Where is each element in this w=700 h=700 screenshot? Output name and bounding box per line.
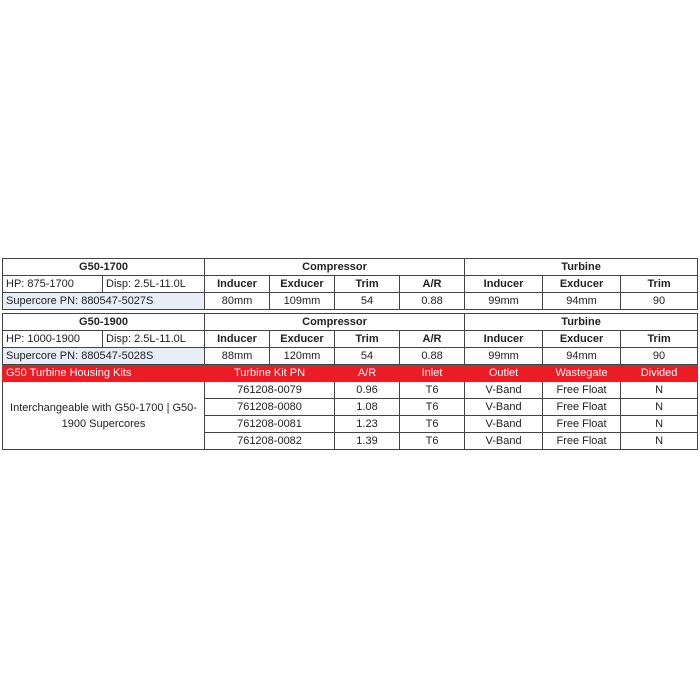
- kit-inlet: T6: [400, 416, 465, 433]
- kit-outlet: V-Band: [465, 433, 543, 450]
- g1900-name: G50-1900: [3, 314, 205, 331]
- kit-inlet: T6: [400, 399, 465, 416]
- g1700-comp-trim: 54: [335, 293, 400, 310]
- kit-wastegate: Free Float: [543, 416, 621, 433]
- g1900-compressor-header: Compressor: [205, 314, 465, 331]
- g1900-turb-exducer-label: Exducer: [543, 331, 621, 348]
- g1900-supercore: Supercore PN: 880547-5028S: [3, 348, 205, 365]
- g1700-name: G50-1700: [3, 259, 205, 276]
- g1700-comp-ar: 0.88: [400, 293, 465, 310]
- g1700-comp-ar-label: A/R: [400, 276, 465, 293]
- g1700-disp: Disp: 2.5L-11.0L: [103, 276, 205, 293]
- kit-pn: 761208-0081: [205, 416, 335, 433]
- g1900-disp: Disp: 2.5L-11.0L: [103, 331, 205, 348]
- g1700-title-row: [3, 259, 698, 276]
- g1900-turbine-header: Turbine: [465, 314, 698, 331]
- kit-row: [3, 382, 698, 399]
- g1700-turb-exducer-label: Exducer: [543, 276, 621, 293]
- spec-table: [2, 258, 698, 450]
- g1700-comp-trim-label: Trim: [335, 276, 400, 293]
- kit-ar: 1.39: [335, 433, 400, 450]
- kits-col-divided: Divided: [621, 365, 698, 382]
- g1900-header-row: [3, 331, 698, 348]
- g1900-turb-inducer: 99mm: [465, 348, 543, 365]
- kit-divided: N: [621, 433, 698, 450]
- g1700-comp-exducer-label: Exducer: [270, 276, 335, 293]
- g1700-header-row: [3, 276, 698, 293]
- g1700-turb-exducer: 94mm: [543, 293, 621, 310]
- kits-header-row: [3, 365, 698, 382]
- kit-ar: 1.23: [335, 416, 400, 433]
- kit-pn: 761208-0079: [205, 382, 335, 399]
- g1700-value-row: [3, 293, 698, 310]
- g1900-comp-inducer-label: Inducer: [205, 331, 270, 348]
- g1900-comp-exducer-label: Exducer: [270, 331, 335, 348]
- kit-inlet: T6: [400, 433, 465, 450]
- g1900-comp-trim-label: Trim: [335, 331, 400, 348]
- kits-col-pn: Turbine Kit PN: [205, 365, 335, 382]
- kit-wastegate: Free Float: [543, 433, 621, 450]
- kit-pn: 761208-0080: [205, 399, 335, 416]
- kit-wastegate: Free Float: [543, 382, 621, 399]
- g1900-comp-ar-label: A/R: [400, 331, 465, 348]
- kits-col-ar: A/R: [335, 365, 400, 382]
- kit-inlet: T6: [400, 382, 465, 399]
- kit-ar: 0.96: [335, 382, 400, 399]
- g1900-comp-inducer: 88mm: [205, 348, 270, 365]
- kit-wastegate: Free Float: [543, 399, 621, 416]
- kits-col-outlet: Outlet: [465, 365, 543, 382]
- kit-divided: N: [621, 416, 698, 433]
- g1700-compressor-header: Compressor: [205, 259, 465, 276]
- kits-title: G50 Turbine Housing Kits: [3, 365, 205, 382]
- g1900-comp-exducer: 120mm: [270, 348, 335, 365]
- kits-col-inlet: Inlet: [400, 365, 465, 382]
- g1700-supercore: Supercore PN: 880547-5027S: [3, 293, 205, 310]
- kits-interchangeable-note: Interchangeable with G50-1700 | G50-1900 Supercores: [3, 382, 205, 450]
- kit-outlet: V-Band: [465, 382, 543, 399]
- g1900-turb-exducer: 94mm: [543, 348, 621, 365]
- g1900-turb-inducer-label: Inducer: [465, 331, 543, 348]
- g1700-hp: HP: 875-1700: [3, 276, 103, 293]
- kits-col-wastegate: Wastegate: [543, 365, 621, 382]
- kit-divided: N: [621, 382, 698, 399]
- kit-outlet: V-Band: [465, 399, 543, 416]
- g1900-hp: HP: 1000-1900: [3, 331, 103, 348]
- g1900-title-row: [3, 314, 698, 331]
- g1700-comp-inducer-label: Inducer: [205, 276, 270, 293]
- kit-pn: 761208-0082: [205, 433, 335, 450]
- g1700-turb-trim-label: Trim: [621, 276, 698, 293]
- g1900-turb-trim: 90: [621, 348, 698, 365]
- g1700-turb-inducer-label: Inducer: [465, 276, 543, 293]
- g1900-comp-ar: 0.88: [400, 348, 465, 365]
- g1700-comp-exducer: 109mm: [270, 293, 335, 310]
- g1700-comp-inducer: 80mm: [205, 293, 270, 310]
- g1900-value-row: [3, 348, 698, 365]
- g1900-comp-trim: 54: [335, 348, 400, 365]
- g1700-turb-trim: 90: [621, 293, 698, 310]
- g1900-turb-trim-label: Trim: [621, 331, 698, 348]
- g1700-turb-inducer: 99mm: [465, 293, 543, 310]
- kit-divided: N: [621, 399, 698, 416]
- kit-ar: 1.08: [335, 399, 400, 416]
- kit-outlet: V-Band: [465, 416, 543, 433]
- g1700-turbine-header: Turbine: [465, 259, 698, 276]
